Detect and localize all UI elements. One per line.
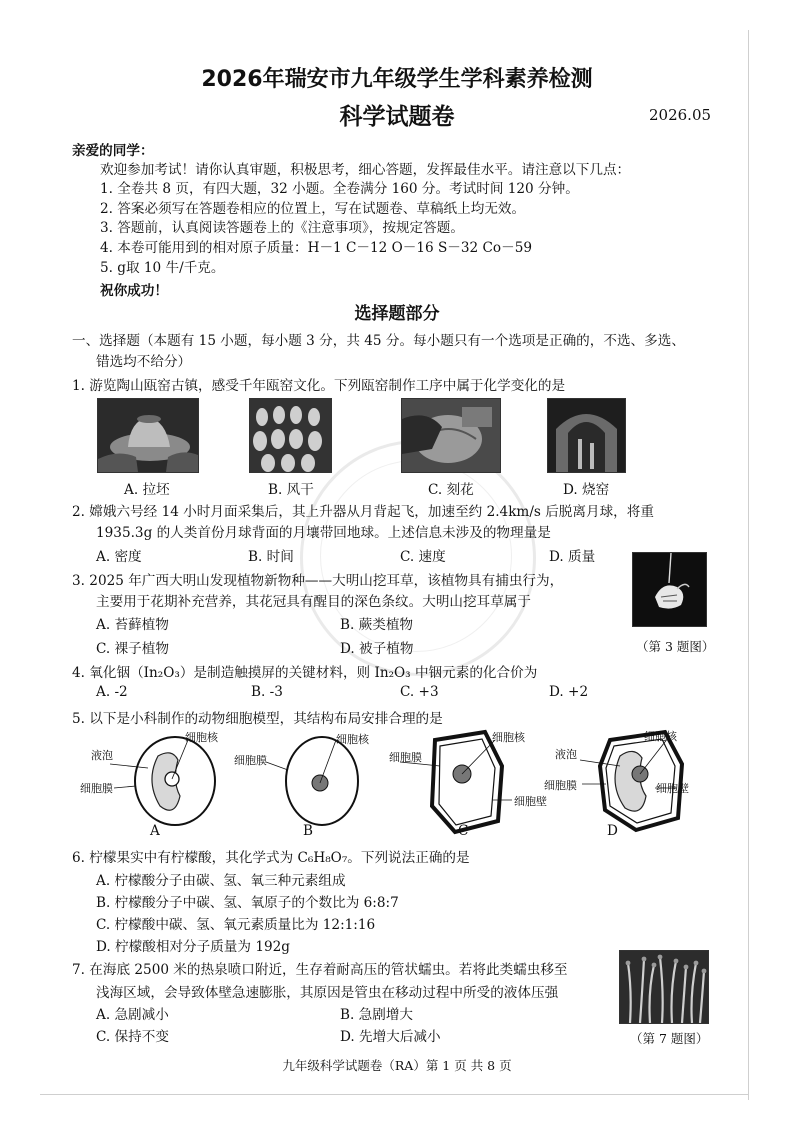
notice-intro: 欢迎参加考试！请你认真审题，积极思考，细心答题，发挥最佳水平。请注意以下几点： <box>100 162 631 178</box>
q6-option-a: A. 柠檬酸分子由碳、氢、氧三种元素组成 <box>96 873 346 889</box>
notice-item: 4. 本卷可能用到的相对原子质量：H－1 C－12 O－16 S－32 Co－59 <box>100 240 532 256</box>
q6-option-c: C. 柠檬酸中碳、氢、氧元素质量比为 12:1:16 <box>96 917 376 933</box>
q1-option-d: D. 烧窑 <box>563 482 610 498</box>
q2-option-d: D. 质量 <box>549 549 596 565</box>
q3-option-a: A. 苔藓植物 <box>96 617 169 633</box>
question-6-stem: 6. 柠檬果实中有柠檬酸，其化学式为 C₆H₈O₇。下列说法正确的是 <box>72 850 470 866</box>
cell-diagram-c <box>400 732 512 832</box>
q5-letter-a: A <box>150 823 160 839</box>
q2-option-b: B. 时间 <box>248 549 294 565</box>
q7-option-d: D. 先增大后减小 <box>340 1029 441 1045</box>
kiln-photo <box>547 398 626 473</box>
cell-diagram-b <box>266 737 358 825</box>
q5d-label-wall: 细胞壁 <box>656 782 689 795</box>
q4-option-a: A. -2 <box>96 684 128 700</box>
notice-item: 1. 全卷共 8 页，有四大题，32 小题。全卷满分 160 分。考试时间 120 分钟。 <box>100 181 579 197</box>
q4-option-c: C. +3 <box>400 684 439 700</box>
q7-option-c: C. 保持不变 <box>96 1029 169 1045</box>
drying-pots-photo <box>249 398 332 473</box>
notice-item: 5. g取 10 牛/千克。 <box>100 260 225 276</box>
q5-letter-b: B <box>303 823 313 839</box>
q5a-label-vacuole: 液泡 <box>91 749 113 762</box>
question-3-stem-cont: 主要用于花期补充营养，其花冠具有醒目的深色条纹。大明山挖耳草属于 <box>96 594 531 610</box>
notice-item: 2. 答案必须写在答题卷相应的位置上，写在试题卷、草稿纸上均无效。 <box>100 201 526 217</box>
page-edge-right <box>748 30 749 1100</box>
pottery-throwing-photo <box>97 398 199 473</box>
notice-item: 3. 答题前，认真阅读答题卷上的《注意事项》，按规定答题。 <box>100 220 464 236</box>
q1-option-b: B. 风干 <box>268 482 314 498</box>
notice-closing: 祝你成功！ <box>100 283 168 299</box>
q5a-label-membrane: 细胞膜 <box>80 782 113 795</box>
question-2-stem-cont: 1935.3g 的人类首份月球背面的月壤带回地球。上述信息未涉及的物理量是 <box>96 525 551 541</box>
question-5-stem: 5. 以下是小科制作的动物细胞模型，其结构布局安排合理的是 <box>72 711 443 727</box>
question-4-stem: 4. 氧化铟（In₂O₃）是制造触摸屏的关键材料，则 In₂O₃ 中铟元素的化合价为 <box>72 665 538 681</box>
q7-option-a: A. 急剧减小 <box>96 1007 169 1023</box>
q5c-label-wall: 细胞壁 <box>514 795 547 808</box>
part-heading: 一、选择题（本题有 15 小题，每小题 3 分，共 45 分。每小题只有一个选项是正确的，不选、多选、 <box>72 333 685 349</box>
exam-subtitle: 科学试题卷 <box>339 104 455 130</box>
q4-option-d: D. +2 <box>549 684 589 700</box>
notice-greeting: 亲爱的同学： <box>72 143 154 159</box>
tube-worm-photo <box>619 950 709 1024</box>
carving-photo <box>401 398 501 473</box>
q5d-label-vacuole: 液泡 <box>555 748 577 761</box>
q5-letter-d: D <box>607 823 618 839</box>
part-heading-cont: 错选均不给分） <box>96 354 192 370</box>
q3-option-c: C. 裸子植物 <box>96 641 169 657</box>
q5b-label-nucleus: 细胞核 <box>336 733 369 746</box>
q3-option-d: D. 被子植物 <box>340 641 414 657</box>
q5c-label-nucleus: 细胞核 <box>492 731 525 744</box>
question-7-stem-cont: 浅海区域，会导致体壁急速膨胀，其原因是管虫在移动过程中所受的液体压强 <box>96 985 559 1001</box>
exam-title: 2026年瑞安市九年级学生学科素养检测 <box>201 67 593 92</box>
q2-option-a: A. 密度 <box>96 549 142 565</box>
question-1-stem: 1. 游览陶山瓯窑古镇，感受千年瓯窑文化。下列瓯窑制作工序中属于化学变化的是 <box>72 378 566 394</box>
bladderwort-flower-photo <box>632 552 707 627</box>
q7-option-b: B. 急剧增大 <box>340 1007 414 1023</box>
question-7-stem: 7. 在海底 2500 米的热泉喷口附近，生存着耐高压的管状蠕虫。若将此类蠕虫移至 <box>72 962 568 978</box>
q1-option-c: C. 刻花 <box>428 482 474 498</box>
exam-date: 2026.05 <box>649 106 712 124</box>
page-edge-bottom <box>40 1094 748 1095</box>
q6-option-d: D. 柠檬酸相对分子质量为 192g <box>96 939 290 955</box>
q4-option-b: B. -3 <box>251 684 283 700</box>
q5-letter-c: C <box>458 823 469 839</box>
q1-option-a: A. 拉坯 <box>124 482 170 498</box>
q5a-label-nucleus: 细胞核 <box>185 731 218 744</box>
q7-figure-caption: （第 7 题图） <box>630 1031 709 1046</box>
q5d-label-nucleus: 细胞核 <box>644 730 677 743</box>
page-footer: 九年级科学试题卷（RA）第 1 页 共 8 页 <box>282 1058 512 1073</box>
q5b-label-membrane: 细胞膜 <box>234 754 267 767</box>
cell-model-diagrams <box>80 726 720 838</box>
q3-figure-caption: （第 3 题图） <box>636 639 715 654</box>
question-3-stem: 3. 2025 年广西大明山发现植物新物种——大明山挖耳草，该植物具有捕虫行为， <box>72 573 564 589</box>
q6-option-b: B. 柠檬酸分子中碳、氢、氧原子的个数比为 6:8:7 <box>96 895 399 911</box>
cell-diagram-a <box>110 737 215 825</box>
q5d-label-membrane: 细胞膜 <box>544 779 577 792</box>
q5c-label-membrane: 细胞膜 <box>389 751 422 764</box>
question-2-stem: 2. 嫦娥六号经 14 小时月面采集后，其上升器从月背起飞，加速至约 2.4km/s 后脱离月球，将重 <box>72 504 654 520</box>
q3-option-b: B. 蕨类植物 <box>340 617 414 633</box>
q2-option-c: C. 速度 <box>400 549 446 565</box>
section-title: 选择题部分 <box>354 304 440 324</box>
